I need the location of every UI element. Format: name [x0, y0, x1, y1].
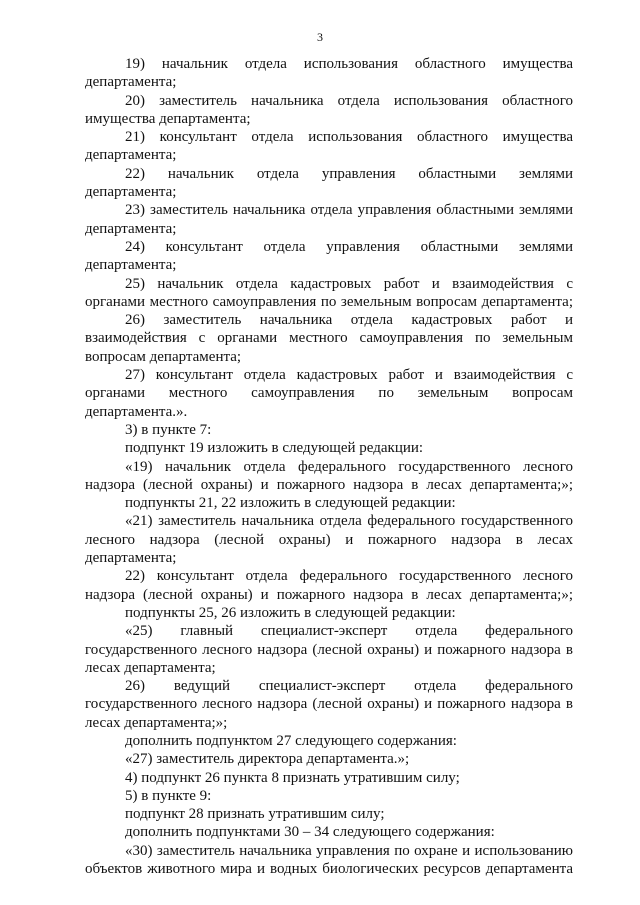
text-line: «30) заместитель начальника управления по охране и использованию [125, 842, 573, 859]
text-line: надзора (лесной охраны) и пожарного надзора в лесах департамента;»; [85, 476, 573, 493]
text-line: подпункт 19 изложить в следующей редакции: [125, 440, 424, 457]
text-line: подпункты 25, 26 изложить в следующей редакции: [125, 604, 456, 621]
text-line: государственного лесного надзора (лесной охраны) и пожарного надзора в [85, 641, 573, 658]
text-line: департамента; [85, 74, 177, 91]
text-line: вопросам департамента; [85, 348, 242, 365]
text-line: 25) начальник отдела кадастровых работ и взаимодействия с [125, 275, 573, 292]
text-line: объектов животного мира и водных биологических ресурсов департамента [85, 861, 573, 878]
text-line: лесах департамента;»; [85, 714, 228, 731]
text-line: департамента; [85, 184, 177, 201]
text-line: органами местного самоуправления по земельным вопросам [85, 385, 573, 402]
text-line: 4) подпункт 26 пункта 8 признать утратившим силу; [125, 769, 460, 786]
text-line: 21) консультант отдела использования областного имущества [125, 129, 573, 146]
text-line: государственного лесного надзора (лесной охраны) и пожарного надзора в [85, 696, 573, 713]
text-line: департамента; [85, 257, 177, 274]
text-line: департамента; [85, 147, 177, 164]
text-line: подпункт 28 признать утратившим силу; [125, 806, 385, 823]
text-line: 22) консультант отдела федерального государственного лесного [125, 568, 573, 585]
text-line: департамента; [85, 550, 177, 567]
text-line: взаимодействия с органами местного самоуправления по земельным [85, 330, 573, 347]
text-line: лесного надзора (лесной охраны) и пожарного надзора в лесах [85, 531, 573, 548]
text-line: 3) в пункте 7: [125, 421, 212, 438]
text-line: имущества департамента; [85, 110, 251, 127]
text-line: лесах департамента; [85, 659, 216, 676]
text-line: 24) консультант отдела управления областными землями [125, 238, 573, 255]
text-line: «27) заместитель директора департамента.»; [125, 751, 410, 768]
document-body [85, 55, 573, 878]
text-line: 20) заместитель начальника отдела использования областного [125, 92, 573, 109]
text-line: органами местного самоуправления по земельным вопросам департамента; [85, 293, 573, 310]
text-line: «25) главный специалист-эксперт отдела федерального [125, 623, 573, 640]
text-line: 5) в пункте 9: [125, 787, 212, 804]
text-line: 19) начальник отдела использования областного имущества [125, 56, 573, 72]
text-line: департамента; [85, 220, 177, 237]
text-line: дополнить подпунктами 30 – 34 следующего содержания: [125, 824, 495, 841]
page-number: 3 [317, 30, 323, 44]
text-line: 26) ведущий специалист-эксперт отдела федерального [125, 678, 573, 695]
text-line: департамента.». [85, 403, 188, 420]
text-line: 27) консультант отдела кадастровых работ и взаимодействия с [125, 367, 573, 384]
text-line: надзора (лесной охраны) и пожарного надзора в лесах департамента;»; [85, 586, 573, 603]
text-line: 23) заместитель начальника отдела управления областными землями [125, 202, 573, 219]
text-line: подпункты 21, 22 изложить в следующей редакции: [125, 495, 456, 512]
text-line: дополнить подпунктом 27 следующего содержания: [125, 732, 457, 749]
text-line: 22) начальник отдела управления областными землями [125, 165, 573, 182]
text-line: «21) заместитель начальника отдела федерального государственного [125, 513, 573, 530]
text-line: 26) заместитель начальника отдела кадастровых работ и [125, 312, 573, 329]
text-line: «19) начальник отдела федерального государственного лесного [125, 458, 573, 475]
